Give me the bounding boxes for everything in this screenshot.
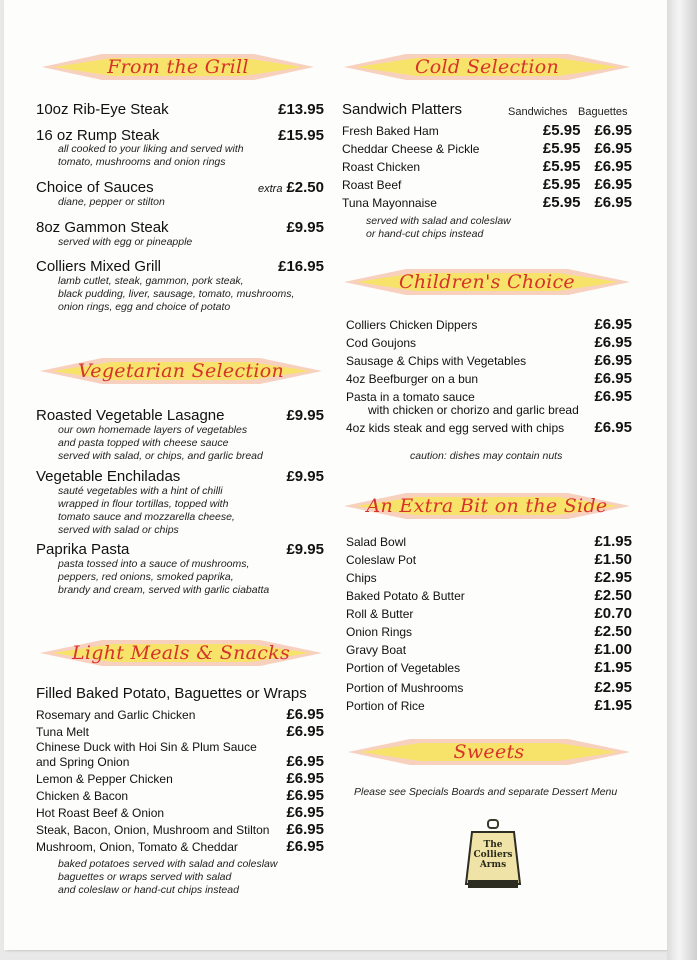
item-name: 8oz Gammon Steak	[36, 219, 169, 236]
item-price: £9.95	[286, 468, 324, 485]
item-price: £9.95	[286, 219, 324, 236]
menu-item	[346, 370, 632, 387]
item-name: Cheddar Cheese & Pickle	[342, 142, 480, 156]
section-banner-sides	[344, 491, 630, 521]
column-header-baguettes: Baguettes	[578, 106, 628, 118]
menu-item	[346, 623, 632, 640]
desc-line: onion rings, egg and choice of potato	[58, 301, 231, 313]
note-line: baguettes or wraps served with salad	[58, 871, 232, 883]
item-name: Mushroom, Onion, Tomato & Cheddar	[36, 840, 238, 854]
menu-item	[36, 838, 324, 855]
item-name: Portion of Mushrooms	[346, 681, 464, 695]
menu-item	[346, 679, 632, 696]
section-title: Light Meals & Snacks	[71, 642, 291, 664]
sandwich-price: £5.95	[542, 194, 581, 211]
item-price: £6.95	[594, 388, 632, 405]
item-price: £6.95	[286, 804, 324, 821]
menu-item	[346, 334, 632, 351]
item-name-continued: and Spring Onion	[36, 755, 130, 769]
baguette-price: £6.95	[594, 176, 632, 193]
item-description	[58, 485, 235, 537]
desc-line: peppers, red onions, smoked paprika,	[58, 571, 234, 583]
menu-item	[36, 804, 324, 821]
section-banner-cold	[344, 52, 630, 82]
item-name: Choice of Sauces	[36, 179, 154, 196]
menu-item	[346, 587, 632, 604]
section-heading	[342, 101, 502, 118]
desc-line: served with salad or chips	[58, 524, 179, 536]
menu-item	[36, 407, 324, 424]
section-title: From the Grill	[107, 56, 249, 78]
item-name: Coleslaw Pot	[346, 553, 417, 567]
item-price: £0.70	[594, 605, 632, 622]
menu-item	[346, 352, 632, 369]
item-name: 4oz kids steak and egg served with chips	[346, 421, 565, 435]
item-price: £6.95	[594, 316, 632, 333]
item-price: £2.95	[594, 569, 632, 586]
item-price: £6.95	[286, 787, 324, 804]
section-title: Children's Choice	[399, 271, 575, 293]
item-name: Tuna Mayonnaise	[342, 196, 437, 210]
desc-line: brandy and cream, served with garlic ciabatta	[58, 584, 270, 596]
item-name: Portion of Rice	[346, 699, 425, 713]
desc-line: black pudding, liver, sausage, tomato, mushrooms,	[58, 288, 295, 300]
section-title: Sweets	[453, 741, 525, 763]
menu-item	[346, 569, 632, 586]
menu-item	[346, 419, 632, 436]
item-price: £9.95	[286, 541, 324, 558]
desc-line: sauté vegetables with a hint of chilli	[58, 485, 223, 497]
desc-line: lamb cutlet, steak, gammon, pork steak,	[58, 275, 244, 287]
menu-item	[346, 641, 632, 658]
item-name: Chinese Duck with Hoi Sin & Plum Sauce	[36, 740, 257, 754]
desc-line: wrapped in flour tortillas, topped with	[58, 498, 229, 510]
item-name: Pasta in a tomato sauce	[346, 390, 475, 404]
menu-item	[36, 787, 324, 804]
section-title: An Extra Bit on the Side	[366, 495, 608, 517]
item-description: served with egg or pineapple	[58, 236, 193, 248]
item-name: 16 oz Rump Steak	[36, 127, 160, 144]
section-banner-grill	[42, 52, 314, 82]
menu-item	[346, 697, 632, 714]
item-name: Rosemary and Garlic Chicken	[36, 708, 196, 722]
item-name: Hot Roast Beef & Onion	[36, 806, 165, 820]
item-prices	[543, 140, 632, 157]
item-name: 10oz Rib-Eye Steak	[36, 101, 169, 118]
menu-item	[342, 122, 632, 139]
menu-item	[36, 101, 324, 118]
item-name: 4oz Beefburger on a bun	[346, 372, 479, 386]
menu-item-name-line	[36, 740, 324, 754]
menu-item	[36, 219, 324, 236]
item-price: £1.00	[594, 641, 632, 658]
menu-item	[342, 176, 632, 193]
item-name: Roast Chicken	[342, 160, 421, 174]
menu-item	[36, 753, 324, 770]
menu-item	[346, 316, 632, 333]
colliers-arms-logo	[462, 818, 524, 890]
menu-item	[36, 541, 324, 558]
item-description	[58, 143, 244, 169]
item-name: Colliers Mixed Grill	[36, 258, 162, 275]
baguette-price: £6.95	[594, 158, 632, 175]
desc-line: tomato, mushrooms and onion rings	[58, 156, 226, 168]
menu-item	[36, 706, 324, 723]
desc-line: and pasta topped with cheese sauce	[58, 437, 229, 449]
item-prices	[543, 158, 632, 175]
menu-item	[36, 179, 324, 196]
logo-text-line: The	[483, 840, 503, 850]
item-price: £2.50	[594, 623, 632, 640]
item-price: £13.95	[278, 101, 324, 118]
section-banner-vegetarian	[40, 356, 322, 386]
item-name: Lemon & Pepper Chicken	[36, 772, 173, 786]
sandwich-price: £5.95	[542, 176, 581, 193]
section-footer-note	[58, 858, 277, 897]
desc-line: served with salad, or chips, and garlic bread	[58, 450, 263, 462]
note-line: baked potatoes served with salad and coleslaw	[58, 858, 278, 870]
column-header-sandwiches: Sandwiches	[508, 106, 568, 118]
item-price	[258, 179, 324, 196]
logo-text-line: Colliers	[473, 850, 513, 860]
logo-text-line: Arms	[479, 860, 507, 870]
sweets-note: Please see Specials Boards and separate Dessert Menu	[354, 786, 618, 798]
section-footer-note	[366, 215, 511, 241]
item-price: £6.95	[286, 753, 324, 770]
section-title: Cold Selection	[414, 56, 560, 78]
menu-item	[342, 140, 632, 157]
item-description	[58, 424, 263, 463]
item-price: £2.50	[594, 587, 632, 604]
sandwich-price: £5.95	[542, 122, 581, 139]
baguette-price: £6.95	[594, 140, 632, 157]
baguette-price: £6.95	[594, 122, 632, 139]
item-name: Tuna Melt	[36, 725, 89, 739]
allergy-caution: caution: dishes may contain nuts	[410, 450, 563, 462]
item-name: Fresh Baked Ham	[342, 124, 439, 138]
item-name: Chips	[346, 571, 377, 585]
item-price: £1.95	[594, 659, 632, 676]
item-prices	[543, 122, 632, 139]
section-banner-light-meals	[40, 638, 322, 668]
desc-line: pasta tossed into a sauce of mushrooms,	[58, 558, 250, 570]
item-description	[58, 275, 294, 314]
item-description: diane, pepper or stilton	[58, 196, 165, 208]
item-name: Paprika Pasta	[36, 541, 130, 558]
item-price: £16.95	[278, 258, 324, 275]
item-price: £9.95	[286, 407, 324, 424]
heading-text: Filled Baked Potato, Baguettes or Wraps	[36, 685, 307, 702]
item-name: Salad Bowl	[346, 535, 407, 549]
extra-label: extra	[257, 183, 283, 195]
item-name: Roll & Butter	[346, 607, 414, 621]
item-price: £6.95	[286, 821, 324, 838]
item-name: Steak, Bacon, Onion, Mushroom and Stilton	[36, 823, 270, 837]
price-value: £2.50	[286, 179, 324, 196]
item-price: £6.95	[286, 706, 324, 723]
item-price: £6.95	[594, 352, 632, 369]
item-name: Sausage & Chips with Vegetables	[346, 354, 527, 368]
item-name: Baked Potato & Butter	[346, 589, 465, 603]
sandwich-price: £5.95	[542, 140, 581, 157]
menu-item	[342, 194, 632, 211]
desc-line: our own homemade layers of vegetables	[58, 424, 248, 436]
menu-item	[346, 605, 632, 622]
menu-item	[346, 533, 632, 550]
item-description	[58, 558, 269, 597]
item-name: Colliers Chicken Dippers	[346, 318, 478, 332]
item-name: Roast Beef	[342, 178, 402, 192]
menu-item	[346, 659, 632, 676]
item-name: Chicken & Bacon	[36, 789, 129, 803]
item-price: £6.95	[594, 419, 632, 436]
item-price: £6.95	[594, 370, 632, 387]
menu-item	[342, 158, 632, 175]
item-price: £1.95	[594, 697, 632, 714]
menu-item	[36, 821, 324, 838]
menu-item-subline	[368, 403, 618, 417]
item-price: £6.95	[286, 838, 324, 855]
item-name: Gravy Boat	[346, 643, 407, 657]
item-name-continued: with chicken or chorizo and garlic bread	[368, 403, 579, 417]
item-name: Cod Goujons	[346, 336, 417, 350]
desc-line: tomato sauce and mozzarella cheese,	[58, 511, 235, 523]
page-edge	[667, 0, 697, 960]
note-line: served with salad and coleslaw	[366, 215, 511, 227]
menu-item	[36, 258, 324, 275]
item-prices	[543, 194, 632, 211]
baguette-price: £6.95	[594, 194, 632, 211]
item-prices	[543, 176, 632, 193]
menu-item	[346, 551, 632, 568]
note-line: or hand-cut chips instead	[366, 228, 484, 240]
item-name: Portion of Vegetables	[346, 661, 461, 675]
menu-item	[36, 723, 324, 740]
item-price: £6.95	[286, 770, 324, 787]
heading-text: Sandwich Platters	[342, 101, 463, 118]
section-banner-children	[344, 267, 630, 297]
item-name: Vegetable Enchiladas	[36, 468, 181, 485]
item-name: Onion Rings	[346, 625, 413, 639]
item-price: £6.95	[286, 723, 324, 740]
note-line: and coleslaw or hand-cut chips instead	[58, 884, 239, 896]
menu-page	[4, 0, 667, 950]
item-price: £1.50	[594, 551, 632, 568]
item-price: £1.95	[594, 533, 632, 550]
section-title: Vegetarian Selection	[78, 360, 284, 382]
section-heading	[36, 685, 336, 702]
sandwich-price: £5.95	[542, 158, 581, 175]
desc-line: all cooked to your liking and served with	[58, 143, 244, 155]
item-price: £2.95	[594, 679, 632, 696]
menu-item	[36, 127, 324, 144]
item-name: Roasted Vegetable Lasagne	[36, 407, 225, 424]
section-banner-sweets	[348, 737, 630, 767]
menu-item	[36, 770, 324, 787]
item-price: £6.95	[594, 334, 632, 351]
item-price: £15.95	[278, 127, 324, 144]
menu-item	[36, 468, 324, 485]
